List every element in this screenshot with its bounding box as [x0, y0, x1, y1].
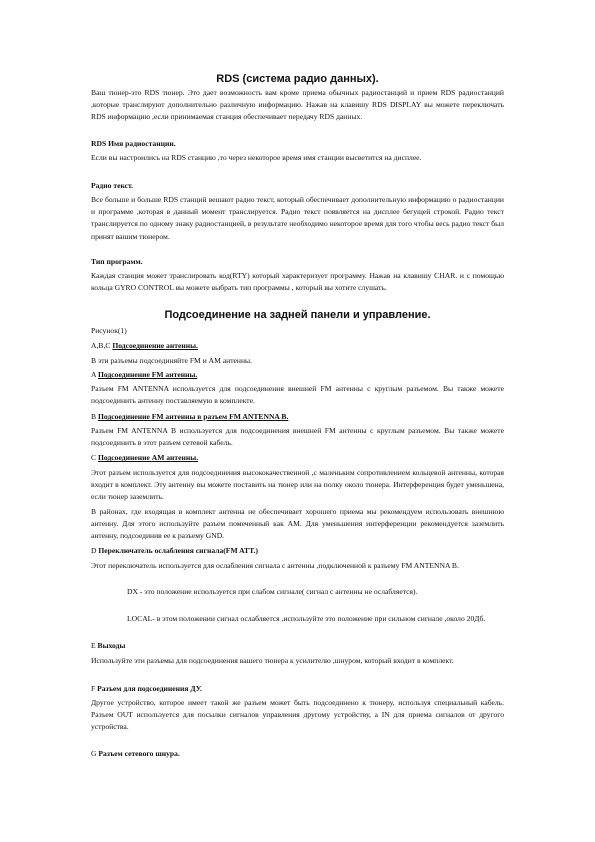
- paragraph-d-dx: DX - это положение используется при слабом сигнале( сигнал с антенны не ослабляется).: [127, 587, 418, 596]
- section-letter: F: [91, 684, 98, 693]
- heading-c: [91, 452, 504, 464]
- paragraph-program-type: Каждая станция может транслировать код(RTY) который характеризует программу. Нажав на клавишу CHAR. и с помощью кольца GYRO CONTROL вы можете выбрать тип программы , который вы хотите слушать.: [91, 271, 504, 293]
- paragraph-c-1: Этот разъем используется для подсоединения высококачественной ,с маленьким сопротивлением кольцевой антенны, которая входит в комплект. Эту антенну вы можете поставить на тюнер или на полку около тюнера. Интерференция будет уменьшена, если тюнер заземлить.: [91, 468, 504, 502]
- section-letter: A,B,C: [91, 341, 113, 350]
- section-letter: G: [91, 749, 99, 758]
- section-letter: C: [91, 453, 98, 462]
- section-title: Подсоединение FM антенны в разъем FM ANTENNA B.: [97, 412, 289, 421]
- figure-caption: Рисунок(1): [91, 326, 127, 335]
- section-title: Разъем для подсоединения ДУ.: [97, 684, 202, 693]
- section-letter: E: [91, 641, 98, 650]
- heading-a: [91, 369, 504, 381]
- paragraph-d-local: LOCAL- в этом положении сигнал ослабляется ,используйте это положение при сильном сигнале ,около 20Дб.: [127, 614, 486, 623]
- heading-program-type: Тип программ.: [91, 257, 143, 266]
- intro-paragraph: Ваш тюнер-это RDS тюнер. Это дает возможность вам кроме приема обычных радиостанций и прием RDS радиостанций ,которые транслируют дополнительно различную информацию. Нажав на клавишу RDS DISPLAY вы можете переключать RDS информацию ,если принимаемая станция обеспечивает передачу RDS данных.: [91, 88, 504, 122]
- title-rds: RDS (система радио данных).: [216, 73, 379, 85]
- paragraph-radio-text: Все больше и больше RDS станций вешают радио текст, который обеспечивает дополнительную информацию о радиостанции и программе ,которая в данный момент транслируется. Радио текст появляется на дисплее бегущей строкой. Радио текст транслируется по одному знаку радиостанцией, в результате необходимо некоторое время для того чтобы весь радио текст был принят вашим тюнером.: [91, 195, 504, 241]
- heading-abc: [91, 340, 504, 352]
- section-title: Разъем сетевого шнура.: [98, 749, 180, 758]
- heading-rds-name: RDS Имя радиостанции.: [91, 139, 176, 148]
- section-letter: B: [91, 412, 98, 421]
- paragraph-f: Другое устройство, которое имеет такой же разъем может быть подсоединено к тюнеру, используя специальный кабель. Разъем OUT используется для посылки сигналов управления другому устройству, а IN для приема сигналов от другого устройства.: [91, 698, 504, 732]
- paragraph-e: Используйте эти разъемы для подсоединения вашего тюнера к усилителю ,шнуром, который входит в комплект.: [91, 656, 454, 665]
- heading-f: [91, 683, 504, 695]
- heading-d: [91, 545, 504, 557]
- heading-g: [91, 748, 504, 760]
- section-letter: D: [91, 546, 99, 555]
- section-title: Подсоединение AM антенны.: [97, 453, 199, 462]
- section-title: Выходы: [97, 641, 126, 650]
- paragraph-a: Разъем FM ANTENNA используется для подсоединения внешней FM антенны с круглым разъемом. Вы также можете подсоединить антенну поставляемую в комплекте.: [91, 384, 504, 406]
- title-rear-panel: Подсоединение на задней панели и управление.: [164, 309, 431, 321]
- heading-radio-text: Радио текст.: [91, 181, 134, 190]
- heading-b: [91, 411, 504, 423]
- section-title: Переключатель ослабления сигнала(FM ATT.): [98, 546, 259, 555]
- paragraph-rds-name: Если вы настроились на RDS станцию ,то через некоторое время имя станции высветится на дисплее.: [91, 153, 422, 162]
- section-letter: A: [91, 370, 98, 379]
- section-title: Подсоединение антенны.: [112, 341, 198, 350]
- paragraph-d: Этот переключатель используется для ослабления сигнала с антенны ,подключенной к разъему FM ANTENNA B.: [91, 561, 459, 570]
- paragraph-abc: В эти разъемы подсоединяйте FM и AM антенны.: [91, 356, 253, 365]
- paragraph-b: Разъем FM ANTENNA B используется для подсоединения внешней FM антенны с круглым разъемом. Вы также можете подсоединить в этот разъем сетевой кабель.: [91, 426, 504, 448]
- section-title: Подсоединение FM антенны.: [97, 370, 198, 379]
- heading-e: [91, 640, 504, 652]
- paragraph-c-2: В районах, где входящая в комплект антенна не обеспечивает хорошего приема мы рекомендуем использовать внешнюю антенну. Для этого используйте разъем помеченный как AM. Для уменьшения интерференции рекомендуется заземлить антенну, подсоединив ее к разъему GND.: [91, 507, 504, 541]
